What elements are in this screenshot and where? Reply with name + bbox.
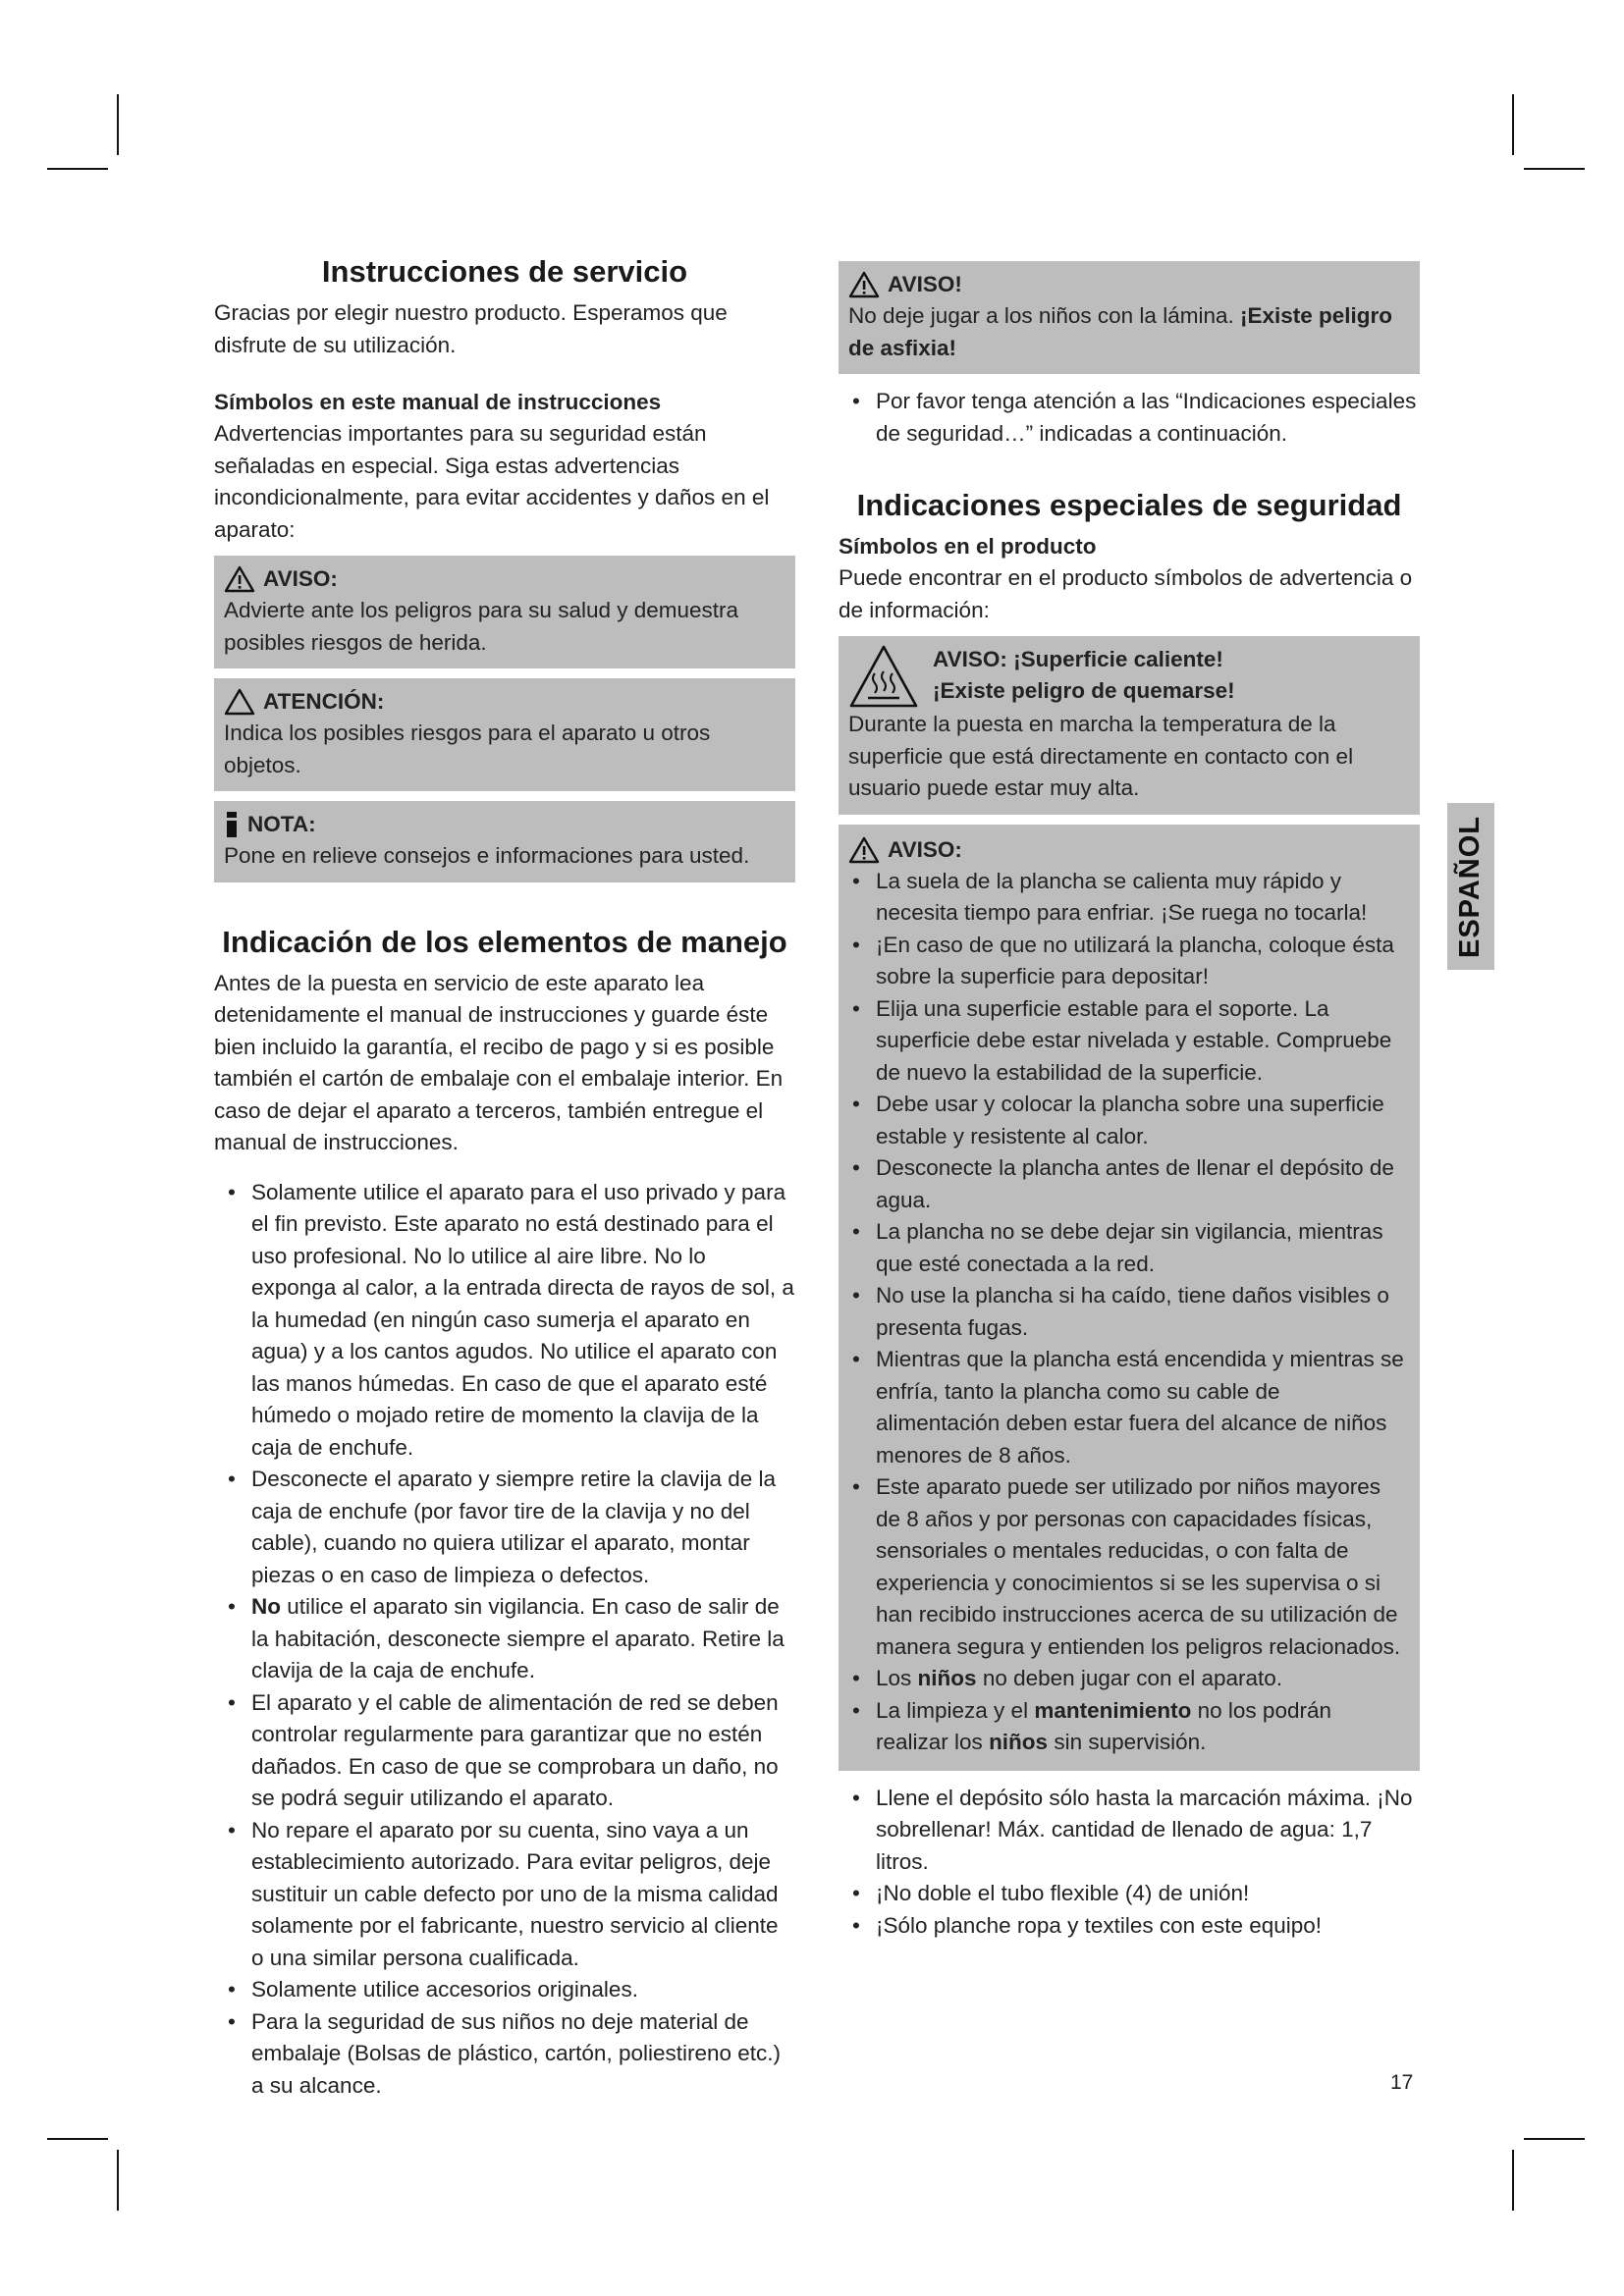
crop-mark bbox=[1512, 94, 1514, 155]
list-item: • Desconecte el aparato y siempre retire la clavija de la caja de enchufe (por favor tire de la clavija y no del cable), cuando no quiera utilizar el aparato, montar piezas o en caso de limpieza o defectos. bbox=[214, 1464, 795, 1591]
crop-mark bbox=[117, 2150, 119, 2211]
crop-mark bbox=[1524, 168, 1585, 170]
page-title: Instrucciones de servicio bbox=[321, 254, 688, 289]
section-title-special: Indicaciones especiales de seguridad bbox=[856, 488, 1402, 522]
list-item: • Por favor tenga atención a las “Indicaciones especiales de seguridad…” indicadas a continuación. bbox=[839, 386, 1420, 450]
hot-surface-subtitle: ¡Existe peligro de quemarse! bbox=[933, 678, 1235, 704]
text-part: no deben jugar con el aparato. bbox=[982, 1666, 1283, 1691]
crop-mark bbox=[47, 168, 108, 170]
aviso-asfixia-text bbox=[848, 300, 1410, 364]
product-symbols-text: Puede encontrar en el producto símbolos de advertencia o de información: bbox=[839, 565, 1413, 622]
list-item: • Para la seguridad de sus niños no deje material de embalaje (Bolsas de plástico, cartón, poliestireno etc.) a su alcance. bbox=[214, 2006, 795, 2103]
hot-surface-box bbox=[839, 636, 1420, 815]
text-part: sin supervisión. bbox=[1054, 1730, 1207, 1755]
warning-triangle-icon bbox=[224, 565, 255, 593]
hot-surface-icon bbox=[848, 644, 919, 709]
aviso-asfixia-plain: No deje jugar a los niños con la lámina. bbox=[848, 303, 1234, 328]
nota-text: Pone en relieve consejos e informaciones para usted. bbox=[224, 843, 750, 869]
aviso-asfixia-box bbox=[839, 261, 1420, 374]
language-tab-label: ESPAÑOL bbox=[1454, 815, 1487, 958]
list-item: • Solamente utilice el aparato para el uso privado y para el fin previsto. Este aparato no está destinado para el uso profesional. No lo utilice al aire libre. No lo exponga al calor, a la entrada directa de rayos de sol, a la humedad (en ningún caso sumerja el aparato en agua) y a los cantos agudos. No utilice el aparato con las manos húmedas. En caso de que el aparato esté húmedo o mojado retire de momento la clavija de la caja de enchufe. bbox=[214, 1177, 795, 1465]
list-item: • No use la plancha si ha caído, tiene daños visibles o presenta fugas. bbox=[839, 1280, 1410, 1344]
list-item: • ¡Sólo planche ropa y textiles con este equipo! bbox=[839, 1910, 1420, 1943]
aviso-label: AVISO! bbox=[888, 272, 962, 296]
list-item bbox=[839, 1695, 1410, 1759]
list-item: • El aparato y el cable de alimentación de red se deben controlar regularmente para garantizar que no estén dañados. En caso de que se comprobara un daño, no se podrá seguir utilizando el aparato. bbox=[214, 1687, 795, 1815]
usage-list bbox=[839, 1783, 1420, 1943]
page-number: 17 bbox=[1390, 2071, 1414, 2094]
section-title-elements: Indicación de los elementos de manejo bbox=[222, 924, 787, 959]
right-column bbox=[839, 253, 1420, 1942]
caution-triangle-icon bbox=[224, 688, 255, 716]
list-item: • Llene el depósito sólo hasta la marcación máxima. ¡No sobrellenar! Máx. cantidad de llenado de agua: 1,7 litros. bbox=[839, 1783, 1420, 1879]
aviso-box bbox=[214, 556, 795, 668]
crop-mark bbox=[117, 94, 119, 155]
info-icon bbox=[224, 812, 240, 837]
atencion-box bbox=[214, 678, 795, 791]
bold-word: niños bbox=[917, 1666, 977, 1691]
nota-label: NOTA: bbox=[247, 812, 316, 837]
list-item: • Este aparato puede ser utilizado por niños mayores de 8 años y por personas con capacidades físicas, sensoriales o mentales reducidas, o con falta de experiencia y conocimientos si se les supervisa o si han recibido instrucciones acerca de su utilización de manera segura y entienden los peligros relacionados. bbox=[839, 1471, 1410, 1663]
atencion-text: Indica los posibles riesgos para el aparato u otros objetos. bbox=[224, 721, 711, 777]
warning-triangle-icon bbox=[848, 836, 880, 864]
crop-mark bbox=[47, 2138, 108, 2140]
list-item-text: utilice el aparato sin vigilancia. En caso de salir de la habitación, desconecte siempre el aparato. Retire la clavija de la caja de enchufe. bbox=[251, 1594, 785, 1683]
list-item: • No repare el aparato por su cuenta, sino vaya a un establecimiento autorizado. Para evitar peligros, deje sustituir un cable defecto por uno de la misma calidad solamente por el fabricante, nuestro servicio al cliente o una similar persona cualificada. bbox=[214, 1815, 795, 1975]
list-item: • ¡En caso de que no utilizará la plancha, coloque ésta sobre la superficie para depositar! bbox=[839, 930, 1410, 993]
bold-word: mantenimiento bbox=[1034, 1697, 1192, 1723]
list-item: • Mientras que la plancha está encendida y mientras se enfría, tanto la plancha como su cable de alimentación deben estar fuera del alcance de niños menores de 8 años. bbox=[839, 1344, 1410, 1471]
note-list bbox=[839, 386, 1420, 450]
left-column bbox=[214, 253, 795, 2102]
aviso-asfixia-bold: ¡Existe peligro de asfixia! bbox=[848, 303, 1393, 360]
product-symbols-heading: Símbolos en el producto bbox=[839, 534, 1097, 560]
language-tab bbox=[1447, 803, 1494, 970]
symbols-text: Advertencias importantes para su seguridad están señaladas en especial. Siga estas advertencias incondicionalmente, para evitar accidentes y daños en el aparato: bbox=[214, 421, 770, 542]
list-item: • La plancha no se debe dejar sin vigilancia, mientras que esté conectada a la red. bbox=[839, 1216, 1410, 1280]
text-part: La limpieza y el bbox=[876, 1697, 1029, 1723]
atencion-label: ATENCIÓN: bbox=[263, 689, 385, 715]
list-item bbox=[214, 1591, 795, 1687]
hot-surface-title: AVISO: ¡Superficie caliente! bbox=[933, 647, 1223, 672]
list-item: • ¡No doble el tubo flexible (4) de unión! bbox=[839, 1878, 1420, 1910]
list-item: • Debe usar y colocar la plancha sobre una superficie estable y resistente al calor. bbox=[839, 1089, 1410, 1152]
aviso-text: Advierte ante los peligros para su salud y demuestra posibles riesgos de herida. bbox=[224, 598, 739, 655]
list-item: • Elija una superficie estable para el soporte. La superficie debe estar nivelada y estable. Compruebe de nuevo la estabilidad de la superficie. bbox=[839, 993, 1410, 1090]
nota-box bbox=[214, 801, 795, 882]
warning-triangle-icon bbox=[848, 271, 880, 298]
aviso-label: AVISO: bbox=[263, 566, 338, 592]
iron-safety-list bbox=[839, 866, 1410, 1759]
intro-text: Gracias por elegir nuestro producto. Esperamos que disfrute de su utilización. bbox=[214, 300, 728, 357]
list-item: • Desconecte la plancha antes de llenar el depósito de agua. bbox=[839, 1152, 1410, 1216]
aviso-iron-box bbox=[839, 825, 1420, 1771]
text-part: no los podrán realizar los bbox=[876, 1697, 1331, 1755]
text-part: Los bbox=[876, 1666, 912, 1691]
bold-word: No bbox=[251, 1594, 281, 1620]
list-item: • La suela de la plancha se calienta muy rápido y necesita tiempo para enfriar. ¡Se ruega no tocarla! bbox=[839, 866, 1410, 930]
crop-mark bbox=[1524, 2138, 1585, 2140]
crop-mark bbox=[1512, 2150, 1514, 2211]
hot-surface-text: Durante la puesta en marcha la temperatura de la superficie que está directamente en contacto con el usuario puede estar muy alta. bbox=[848, 712, 1354, 801]
list-item: • Solamente utilice accesorios originales. bbox=[214, 1974, 795, 2006]
list-item bbox=[839, 1663, 1410, 1695]
section-elements-text: Antes de la puesta en servicio de este aparato lea detenidamente el manual de instrucciones y guarde éste bien incluido la garantía, el recibo de pago y si es posible también el cartón de embalaje con el embalaje interior. En caso de dejar el aparato a terceros, también entregue el manual de instrucciones. bbox=[214, 970, 784, 1155]
symbols-heading: Símbolos en este manual de instrucciones bbox=[214, 390, 662, 415]
safety-list bbox=[214, 1177, 795, 2103]
aviso-label: AVISO: bbox=[888, 836, 962, 862]
bold-word: niños bbox=[989, 1730, 1049, 1755]
